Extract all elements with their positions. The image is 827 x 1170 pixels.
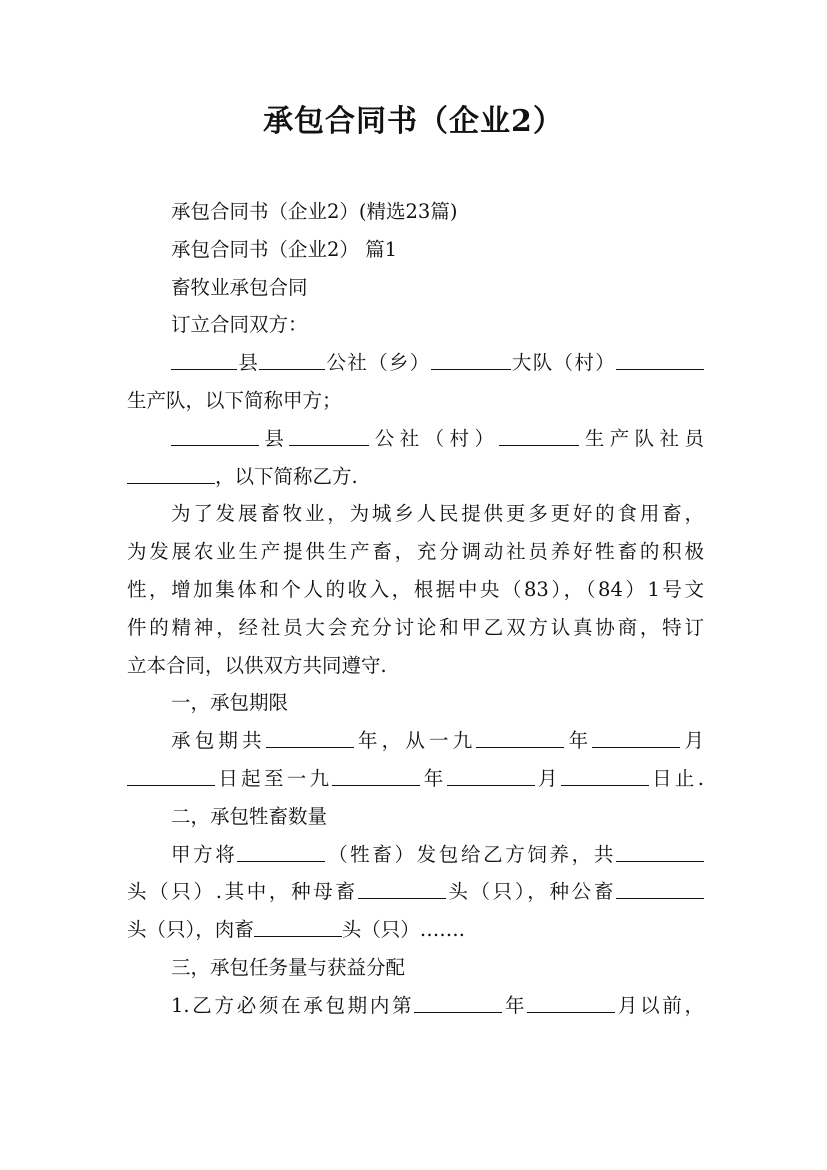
contract-name: 畜牧业承包合同	[171, 275, 308, 299]
blank-field	[499, 425, 579, 446]
party-b-county: 县	[259, 426, 290, 450]
party-b-team: 生产队社员	[579, 426, 704, 450]
term-month: 月	[680, 729, 704, 753]
livestock-line	[127, 836, 704, 874]
term-year: 年	[564, 729, 593, 753]
livestock-breeding-male: 头（只），种公畜	[445, 880, 616, 904]
blank-field	[616, 879, 704, 900]
livestock-breeding-female: 头（只）.其中，种母畜	[127, 880, 358, 904]
paragraph-line: 件的精神，经社员大会充分讨论和甲乙双方认真协商，特订	[127, 615, 704, 639]
blank-field	[289, 425, 369, 446]
paragraph-line: 性，增加集体和个人的收入，根据中央（83），（84）1号文	[127, 577, 704, 601]
term-month-end: 月	[534, 766, 561, 790]
task-lead: 1.乙方必须在承包期内第	[171, 993, 415, 1017]
term-line-end	[127, 760, 704, 798]
parties-heading: 订立合同双方：	[171, 313, 308, 337]
livestock-line	[127, 873, 704, 911]
blank-field	[616, 841, 704, 862]
term-year-end: 年	[420, 766, 447, 790]
party-b-line-end	[127, 458, 704, 496]
paragraph-line: 为了发展畜牧业，为城乡人民提供更多更好的食用畜，	[171, 502, 704, 526]
section-heading: 一，承包期限	[171, 691, 289, 715]
blank-field	[237, 841, 325, 862]
blank-field	[171, 425, 259, 446]
task-line	[127, 987, 704, 1025]
blank-field	[447, 765, 535, 786]
party-b-line	[127, 420, 704, 458]
party-a-county: 县	[237, 351, 260, 375]
party-a-commune: 公社（乡）	[325, 351, 431, 375]
blank-field	[254, 917, 342, 938]
subtitle-line: 承包合同书（企业2）(精选23篇)	[171, 200, 458, 223]
blank-field	[561, 765, 649, 786]
document-title: 承包合同书（企业2）	[263, 104, 564, 139]
section-heading: 承包合同书（企业2） 篇1	[171, 237, 398, 261]
task-month: 月以前，	[615, 993, 704, 1017]
livestock-meat: 头（只），肉畜	[127, 918, 254, 942]
term-to: 日起至一九	[215, 766, 333, 790]
term-label: 承包期共	[171, 729, 266, 753]
blank-field	[431, 350, 511, 371]
party-b-commune: 公社（村）	[369, 426, 500, 450]
blank-field	[171, 350, 237, 371]
party-a-brigade: 大队（村）	[510, 351, 616, 375]
blank-field	[358, 879, 446, 900]
party-a-line	[127, 344, 704, 382]
section-heading: 二，承包牲畜数量	[171, 804, 328, 828]
blank-field	[476, 728, 564, 749]
blank-field	[127, 463, 215, 484]
blank-field	[332, 765, 420, 786]
livestock-lead: 甲方将	[171, 842, 238, 866]
paragraph-line: 为发展农业生产提供生产畜，充分调动社员养好牲畜的积极	[127, 540, 704, 564]
blank-field	[616, 350, 704, 371]
section-heading: 三，承包任务量与获益分配	[171, 955, 406, 979]
task-year: 年	[502, 993, 528, 1017]
paragraph-line: 立本合同，以供双方共同遵守.	[127, 653, 387, 677]
blank-field	[527, 992, 615, 1013]
livestock-line	[127, 911, 704, 949]
blank-field	[414, 992, 502, 1013]
blank-field	[266, 728, 354, 749]
term-from: 年，从一九	[353, 729, 477, 753]
blank-field	[592, 728, 680, 749]
term-line	[127, 722, 704, 760]
party-a-line-end: 生产队，以下简称甲方；	[127, 388, 342, 412]
livestock-total: （牲畜）发包给乙方饲养，共	[325, 842, 616, 866]
document-body	[127, 193, 704, 1025]
livestock-end: 头（只）…….	[341, 918, 465, 942]
blank-field	[259, 350, 325, 371]
party-b-abbrev: ，以下简称乙方.	[215, 464, 358, 488]
blank-field	[127, 765, 215, 786]
term-day-end: 日止.	[648, 766, 704, 790]
